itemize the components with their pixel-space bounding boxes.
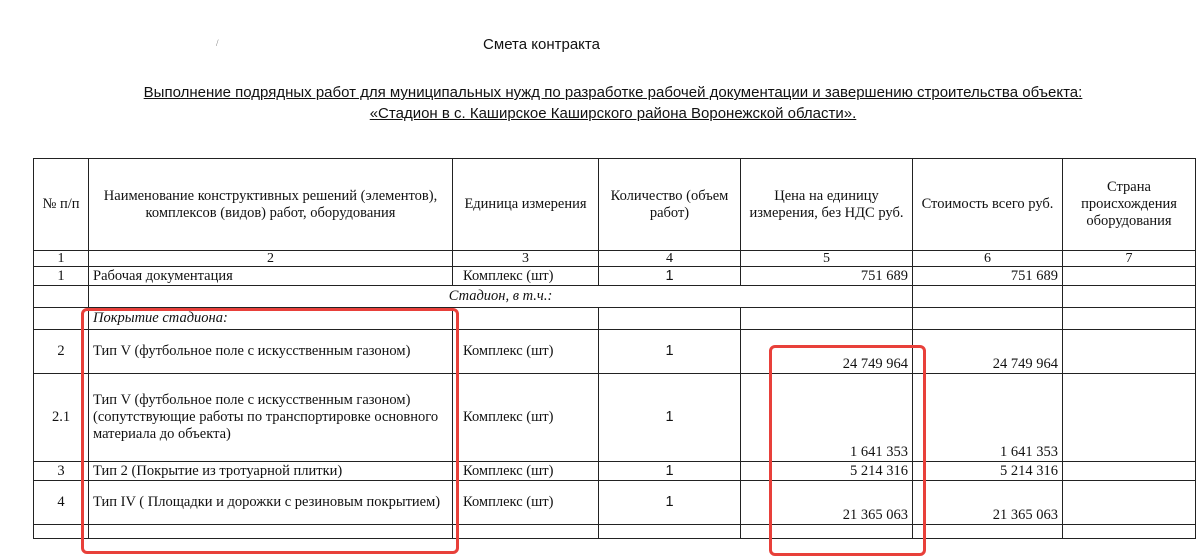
row-name: Тип V (футбольное поле с искусственным газоном) (сопутствующие работы по транспортировке основного материала до объекта) <box>89 374 453 462</box>
row-qty: 1 <box>599 330 741 374</box>
row-total: 24 749 964 <box>913 330 1063 374</box>
row-name: Тип V (футбольное поле с искусственным газоном) <box>89 330 453 374</box>
header-unit: Единица измерения <box>453 159 599 251</box>
subsection-row <box>34 308 1196 330</box>
row-name: Рабочая документация <box>89 267 453 286</box>
row-price: 751 689 <box>741 267 913 286</box>
row-num: 2.1 <box>34 374 89 462</box>
row-num: 4 <box>34 481 89 525</box>
row-total: 5 214 316 <box>913 462 1063 481</box>
row-total: 751 689 <box>913 267 1063 286</box>
document-subtitle-line2: «Стадион в с. Каширское Каширского района Воронежской области». <box>369 105 857 122</box>
row-price: 1 641 353 <box>741 374 913 462</box>
row-num: 3 <box>34 462 89 481</box>
table-row <box>34 481 1196 525</box>
column-number: 1 <box>34 251 89 267</box>
row-qty: 1 <box>599 462 741 481</box>
row-country <box>1063 481 1196 525</box>
row-total: 21 365 063 <box>913 481 1063 525</box>
column-number: 6 <box>913 251 1063 267</box>
row-total: 1 641 353 <box>913 374 1063 462</box>
row-name: Тип IV ( Площадки и дорожки с резиновым покрытием) <box>89 481 453 525</box>
row-price: 21 365 063 <box>741 481 913 525</box>
table-row <box>34 462 1196 481</box>
header-name: Наименование конструктивных решений (элементов), комплексов (видов) работ, оборудования <box>89 159 453 251</box>
row-qty: 1 <box>599 374 741 462</box>
header-price: Цена на единицу измерения, без НДС руб. <box>741 159 913 251</box>
row-unit: Комплекс (шт) <box>453 481 599 525</box>
row-num: 1 <box>34 267 89 286</box>
row-unit: Комплекс (шт) <box>453 462 599 481</box>
row-qty: 1 <box>599 267 741 286</box>
header-row <box>34 159 1196 251</box>
column-number: 7 <box>1063 251 1196 267</box>
row-price: 5 214 316 <box>741 462 913 481</box>
row-unit: Комплекс (шт) <box>453 330 599 374</box>
row-price: 24 749 964 <box>741 330 913 374</box>
row-name: Тип 2 (Покрытие из тротуарной плитки) <box>89 462 453 481</box>
column-number: 3 <box>453 251 599 267</box>
estimate-table <box>33 158 1196 539</box>
column-number: 2 <box>89 251 453 267</box>
row-country <box>1063 267 1196 286</box>
row-unit: Комплекс (шт) <box>453 267 599 286</box>
header-country: Страна происхождения оборудования <box>1063 159 1196 251</box>
column-number: 4 <box>599 251 741 267</box>
table-row <box>34 267 1196 286</box>
row-country <box>1063 374 1196 462</box>
document-subtitle-line1: Выполнение подрядных работ для муниципальных нужд по разработке рабочей документации и завершению строительства объекта: <box>143 84 1083 101</box>
table-row <box>34 374 1196 462</box>
subsection-label: Покрытие стадиона: <box>89 308 453 330</box>
row-country <box>1063 330 1196 374</box>
column-number: 5 <box>741 251 913 267</box>
row-num: 2 <box>34 330 89 374</box>
table-row <box>34 330 1196 374</box>
table-row-partial <box>34 525 1196 539</box>
scan-speck: / <box>216 38 219 48</box>
section-row <box>34 286 1196 308</box>
document-title: Смета контракта <box>483 36 600 53</box>
column-number-row <box>34 251 1196 267</box>
row-qty: 1 <box>599 481 741 525</box>
header-qty: Количество (объем работ) <box>599 159 741 251</box>
header-num: № п/п <box>34 159 89 251</box>
section-label: Стадион, в т.ч.: <box>89 286 913 308</box>
row-country <box>1063 462 1196 481</box>
row-unit: Комплекс (шт) <box>453 374 599 462</box>
header-total: Стоимость всего руб. <box>913 159 1063 251</box>
